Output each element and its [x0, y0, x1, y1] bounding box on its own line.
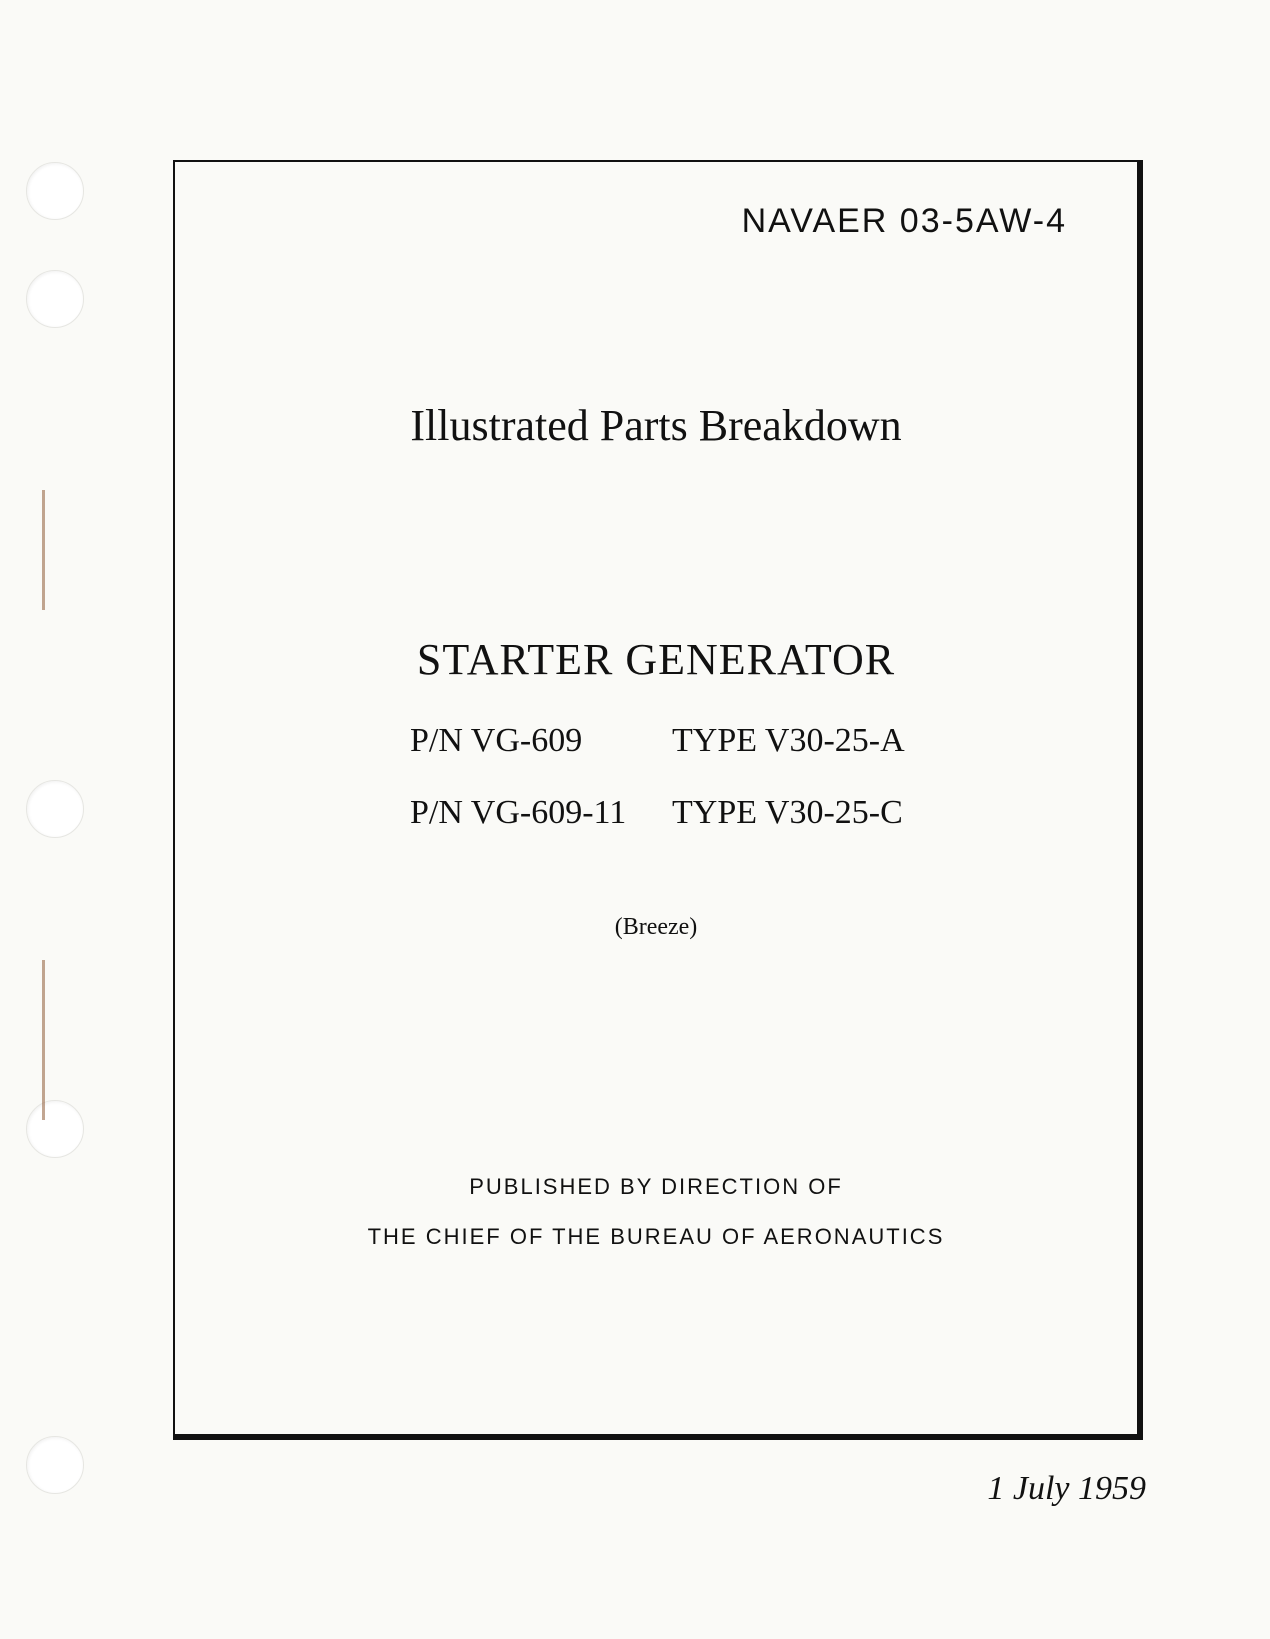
- document-number: NAVAER 03-5AW-4: [741, 202, 1067, 240]
- part-number: P/N VG-609-11: [410, 794, 627, 831]
- punch-hole: [26, 1100, 84, 1158]
- part-number-row: [410, 722, 905, 760]
- punch-hole: [26, 162, 84, 220]
- publisher-line: THE CHIEF OF THE BUREAU OF AERONAUTICS: [367, 1224, 945, 1249]
- product-name: STARTER GENERATOR: [416, 635, 896, 684]
- punch-hole: [26, 270, 84, 328]
- manufacturer: (Breeze): [614, 914, 698, 940]
- punch-hole: [26, 1436, 84, 1494]
- margin-mark: [42, 490, 45, 610]
- publisher-line: PUBLISHED BY DIRECTION OF: [469, 1174, 843, 1199]
- publication-date: 1 July 1959: [987, 1470, 1146, 1507]
- margin-mark: [42, 960, 45, 1120]
- part-type: TYPE V30-25-A: [672, 722, 905, 759]
- part-number-row: [410, 794, 903, 832]
- cover-frame: [173, 160, 1143, 1440]
- part-type: TYPE V30-25-C: [672, 794, 903, 831]
- punch-hole: [26, 780, 84, 838]
- document-title: Illustrated Parts Breakdown: [410, 401, 902, 450]
- part-number: P/N VG-609: [410, 722, 583, 759]
